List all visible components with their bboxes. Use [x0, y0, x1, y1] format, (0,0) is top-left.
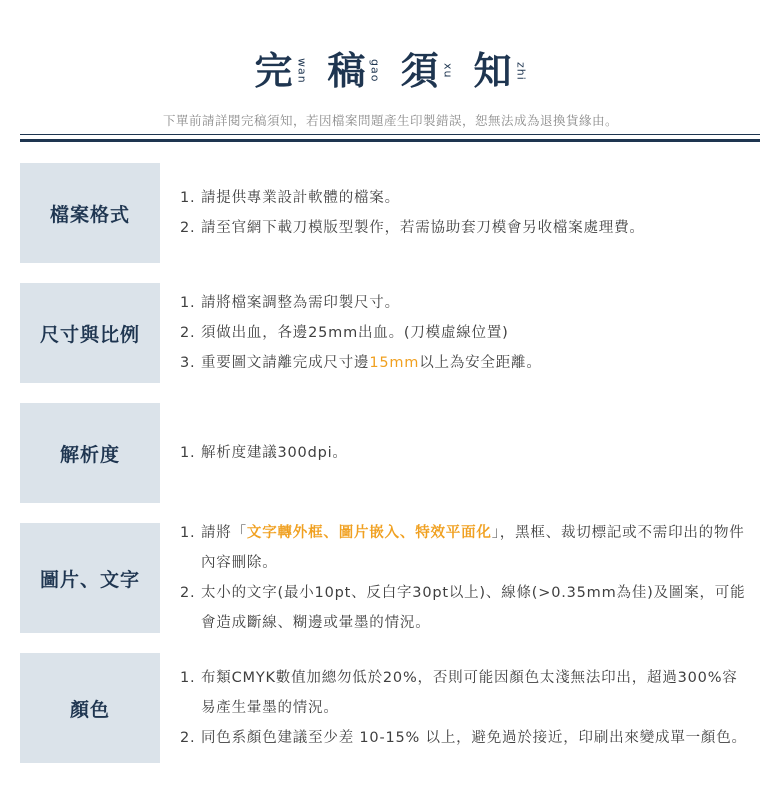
- item-text: 太小的文字(最小10pt、反白字30pt以上)、線條(>0.35mm為佳)及圖案，可能會造成斷線、糊邊或暈墨的情況。: [201, 585, 746, 631]
- item-highlight: 文字轉外框、圖片嵌入、特效平面化: [246, 525, 492, 541]
- title-char-pinyin: wan: [295, 58, 309, 84]
- title-char-pinyin: xu: [441, 63, 455, 79]
- item-text: 同色系顏色建議至少差 10-15% 以上，避免過於接近，印刷出來變成單一顏色。: [201, 730, 747, 746]
- header-divider-thick: [20, 139, 760, 142]
- section-items: [160, 403, 760, 503]
- section-resolution: [20, 403, 760, 503]
- list-item: [180, 578, 760, 638]
- title-char-glyph: 完: [254, 49, 293, 93]
- item-text-part: 請將「: [201, 525, 247, 541]
- title-char-glyph: 稿: [327, 49, 366, 93]
- section-label: 尺寸與比例: [20, 283, 160, 383]
- item-text: 請將檔案調整為需印製尺寸。: [201, 295, 400, 311]
- item-number: 2.: [180, 220, 196, 236]
- item-text: 請至官網下載刀模版型製作，若需協助套刀模會另收檔案處理費。: [201, 220, 645, 236]
- item-text: 布類CMYK數值加總勿低於20%，否則可能因顏色太淺無法印出，超過300%容易產生暈墨的情況。: [201, 670, 738, 716]
- list-item: [180, 318, 760, 348]
- item-number: 1.: [180, 525, 196, 541]
- page-subtitle: 下單前請詳閱完稿須知，若因檔案問題產生印製錯誤，恕無法成為退換貨緣由。: [162, 113, 618, 128]
- section-size-ratio: [20, 283, 760, 383]
- item-number: 2.: [180, 325, 196, 341]
- section-file-format: [20, 163, 760, 263]
- section-color: [20, 653, 760, 763]
- section-items: [160, 523, 760, 633]
- item-number: 2.: [180, 585, 196, 601]
- title-char-pinyin: gao: [368, 59, 382, 83]
- list-item: [180, 723, 760, 753]
- list-item: [180, 438, 760, 468]
- list-item: [180, 663, 760, 723]
- section-items: [160, 283, 760, 383]
- title-char-glyph: 須: [400, 49, 439, 93]
- item-text: [201, 348, 760, 378]
- item-number: 1.: [180, 190, 196, 206]
- item-text: [201, 518, 760, 578]
- item-number: 1.: [180, 670, 196, 686]
- item-text-part: 重要圖文請離完成尺寸邊: [201, 355, 370, 371]
- section-items: [160, 653, 760, 763]
- title-char-pinyin: zhi: [514, 61, 528, 81]
- section-label: 解析度: [20, 403, 160, 503]
- title-char: [327, 49, 382, 93]
- title-char: [473, 49, 528, 93]
- item-text-part: 以上為安全距離。: [419, 355, 542, 371]
- section-label: 圖片、文字: [20, 523, 160, 633]
- section-label: 檔案格式: [20, 163, 160, 263]
- title-char-glyph: 知: [473, 49, 512, 93]
- section-image-text: [20, 523, 760, 633]
- list-item: [180, 288, 760, 318]
- list-item: [180, 518, 760, 578]
- item-number: 1.: [180, 445, 196, 461]
- list-item: [180, 183, 760, 213]
- title-char: [254, 49, 309, 93]
- item-text-part: 」，黑框、裁切標記或不需印出的物件內容刪除。: [201, 525, 745, 571]
- item-text: 須做出血，各邊25mm出血。(刀模虛線位置): [201, 325, 509, 341]
- item-number: 3.: [180, 355, 196, 371]
- page-title: [0, 49, 781, 93]
- item-text: 解析度建議300dpi。: [201, 445, 348, 461]
- item-text: 請提供專業設計軟體的檔案。: [201, 190, 400, 206]
- item-highlight: 15mm: [369, 355, 420, 371]
- section-label: 顏色: [20, 653, 160, 763]
- item-number: 2.: [180, 730, 196, 746]
- item-number: 1.: [180, 295, 196, 311]
- header-divider-thin: [20, 134, 760, 135]
- list-item: [180, 213, 760, 243]
- list-item: [180, 348, 760, 378]
- section-items: [160, 163, 760, 263]
- title-char: [400, 49, 455, 93]
